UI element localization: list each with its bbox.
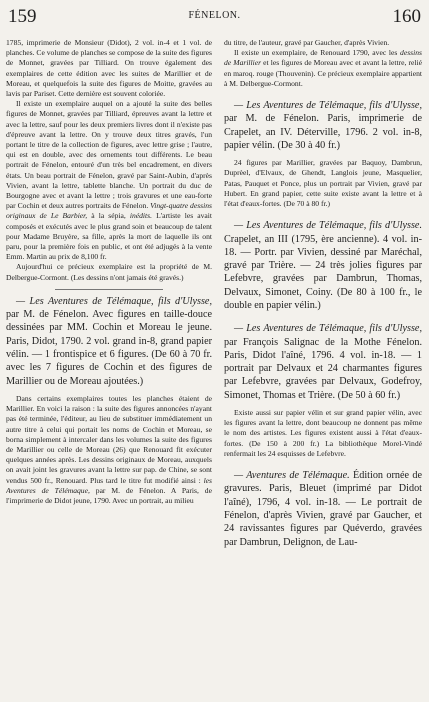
right-paragraph-2-text: Il existe un exemplaire, de Renouard 1790, avec les xyxy=(234,48,398,58)
left-column xyxy=(6,38,212,696)
entry-3 xyxy=(224,219,422,312)
right-paragraph-2-italic: dessins de Marillier xyxy=(224,48,422,68)
page-header xyxy=(8,6,421,26)
entry-2-text: par M. de Fénelon. Paris, imprimerie de Crapelet, an IV. Déterville, 1796. 2 vol. in-8, papier vélin. (De 30 à 40 fr.) xyxy=(224,113,422,151)
left-paragraph-4-end: par M. de Fénelon. A Paris, de l'imprimerie de Didot jeune, 1790. Avec un portrait, au milieu xyxy=(6,485,212,505)
entry-4-text: par François Salignac de la Mothe Fénelon. Paris, Didot l'aîné, 1796. 4 vol. in-18. — 1 portrait par Delvaux et 24 charmantes figures par Lefebvre, gravées par Delvaux, Godefroy, Simonet, Thomas et Trière. (De 50 à 60 fr.) xyxy=(224,336,422,401)
entry-3-title: — Les Aventures de Télémaque, fils d'Ulysse. xyxy=(234,220,422,232)
right-paragraph-2-end: et les figures de Moreau avec et avant la lettre, relié en maroq. rouge (Thouvenin). Ce précieux exemplaire appartient à M. Delbergue-Cormont. xyxy=(224,58,422,88)
entry-1-title: — Les Aventures de Télémaque, fils d'Ulysse, xyxy=(16,295,212,307)
left-paragraph-4-italic: les Aventures de Télémaque, xyxy=(6,475,212,495)
entry-2 xyxy=(224,99,422,152)
entry-3-text: Crapelet, an III (1795, ère ancienne). 4 vol. in-18. — Portr. par Vivien, dessiné par Maréchal, gravé par Trière. — 24 très jolies figures par Lefebvre, gravées par Dambrun, Thomas, Delvaux, Simonet, Coiny. (De 80 à 100 fr., le double en papier vélin.) xyxy=(224,233,422,311)
right-column xyxy=(224,38,422,696)
page-number-left: 159 xyxy=(8,6,37,27)
left-paragraph-4-text: Dans certains exemplaires toutes les planches étaient de Marillier. En voici la raison : la suite des figures annoncées n'ayant pas été terminée, l'éditeur, au lieu de substituer immédiatement un autre titre à celui qui portait les noms de Cochin et Moreau, se borna simplement à intercaler dans les volumes la suite des figures de Marillier ou celle de Moreau (26) que Renouard fit exécuter quelques années après. Les dessins originaux de Moreau, auxquels on avait joint les gravures avant la lettre sur pap. de Chine, se sont vendus 500 fr., Renouard. Plus tard le titre fut modifié ainsi : xyxy=(6,393,212,485)
entry-1-text: par M. de Fénelon. Avec figures en taille-douce dessinées par MM. Cochin et Moreau le jeune. Paris, Didot, 1790. 2 vol. grand in-8, grand papier vélin. — 1 frontispice et 6 figures. (De 60 à 70 fr. avec les 7 figures de Cochin et des figures de Marillier ou de Moreau ajoutées.) xyxy=(6,309,212,387)
left-paragraph-3: Aujourd'hui ce précieux exemplaire est la propriété de M. Delbergue-Cormont. (Les dessins n'ont jamais été gravés.) xyxy=(6,262,212,282)
separator-rule xyxy=(55,289,162,290)
left-paragraph-2-italic: Vingt-quatre dessins originaux de Le Barbier, xyxy=(6,201,212,221)
right-paragraph-4: Existe aussi sur papier vélin et sur grand papier vélin, avec les figures avant la lettre, dont beaucoup ne donnent pas même le nom des artistes. Les figures existent aussi à l'état d'eaux-fortes. (De 150 à 200 fr.) La bibliothèque Morel-Vindé renfermait les 24 esquisses de Lefebvre. xyxy=(224,408,422,458)
entry-1 xyxy=(6,295,212,388)
entry-5-title: — Aventures de Télémaque. xyxy=(234,470,350,482)
entry-4-title: — Les Aventures de Télémaque, fils d'Ulysse, xyxy=(234,323,422,335)
entry-5-text: Édition ornée de gravures. Paris, Bleuet (imprimé par Didot l'aîné), 1796, 4 vol. in-18. — Le portrait de Fénelon, d'après Vivien, gravé par Gaucher, et 24 ravissantes figures par Quéverdo, gravées par Dambrun, Delignon, de Lau- xyxy=(224,470,422,548)
entry-4 xyxy=(224,322,422,402)
left-paragraph-2-italic-2: inédits. xyxy=(129,211,152,221)
left-paragraph-2-end: L'artiste les avait composés et exécutés avec le plus grand soin et beaucoup de talent pour Madame Bruyère, sa fille, après la mort de laquelle ils ont paru, pour la première fois en public, et ont été adjugés à la vente Emm. Martin au prix de 8,100 fr. xyxy=(6,211,212,262)
left-paragraph-2-text: Il existe un exemplaire auquel on a ajouté la suite des belles figures de Monnet, gravées par Tilliard, épreuves avant la lettre et avec la lettre, sauf pour les deux premiers livres dont il n'existe pas d'épreuve avant la lettre. On y trouve deux titres gravés, l'un portant le titre de la collection de figures, avec lettre grise ; l'autre, qui est en double, avec des ornements tout différents. Le beau portrait de Fénelon, entouré d'un très bel encadrement, en divers états. Un beau portrait de Fénelon, gravé par Saint-Aubin, d'après Vivien, avant la lettre, tablette blanche. Un portrait du duc de Bourgogne avec et avant la lettre ; trois gravures et une eau-forte par Cochin et deux autres portraits de Fénelon. xyxy=(6,99,212,211)
right-paragraph-2 xyxy=(224,48,422,89)
page-number-right: 160 xyxy=(392,6,421,27)
left-paragraph-1: 1785, imprimerie de Monsieur (Didot), 2 vol. in-4 et 1 vol. de planches. Ce volume de planches se compose de la suite des figures de Monnet, gravées par Tilliard. On trouve également des exemplaires de cette édition avec les suites de Marillier et de Moreau, et quelquefois la suite des figures de Moitte, gravées au lavis par Pariset. Cette dernière est souvent coloriée. xyxy=(6,38,212,99)
right-paragraph-3: 24 figures par Marillier, gravées par Baquoy, Dambrun, Duprèel, d'Elvaux, de Ghendt, Langlois jeune, Masquelier, Patas, Pauquet et Ponce, plus un portrait par Vivien, gravé par Hubert. En grand papier, cette suite existe avant la lettre et à l'état d'eaux-fortes. (De 70 à 80 fr.) xyxy=(224,158,422,209)
left-paragraph-4 xyxy=(6,394,212,506)
left-paragraph-2 xyxy=(6,99,212,262)
left-paragraph-2-cont: à la sépia, xyxy=(91,211,126,221)
running-title: FÉNELON. xyxy=(188,10,241,21)
entry-5 xyxy=(224,469,422,549)
entry-2-title: — Les Aventures de Télémaque, fils d'Ulysse, xyxy=(234,100,422,112)
right-paragraph-1: du titre, de l'auteur, gravé par Gaucher, d'après Vivien. xyxy=(224,38,390,47)
